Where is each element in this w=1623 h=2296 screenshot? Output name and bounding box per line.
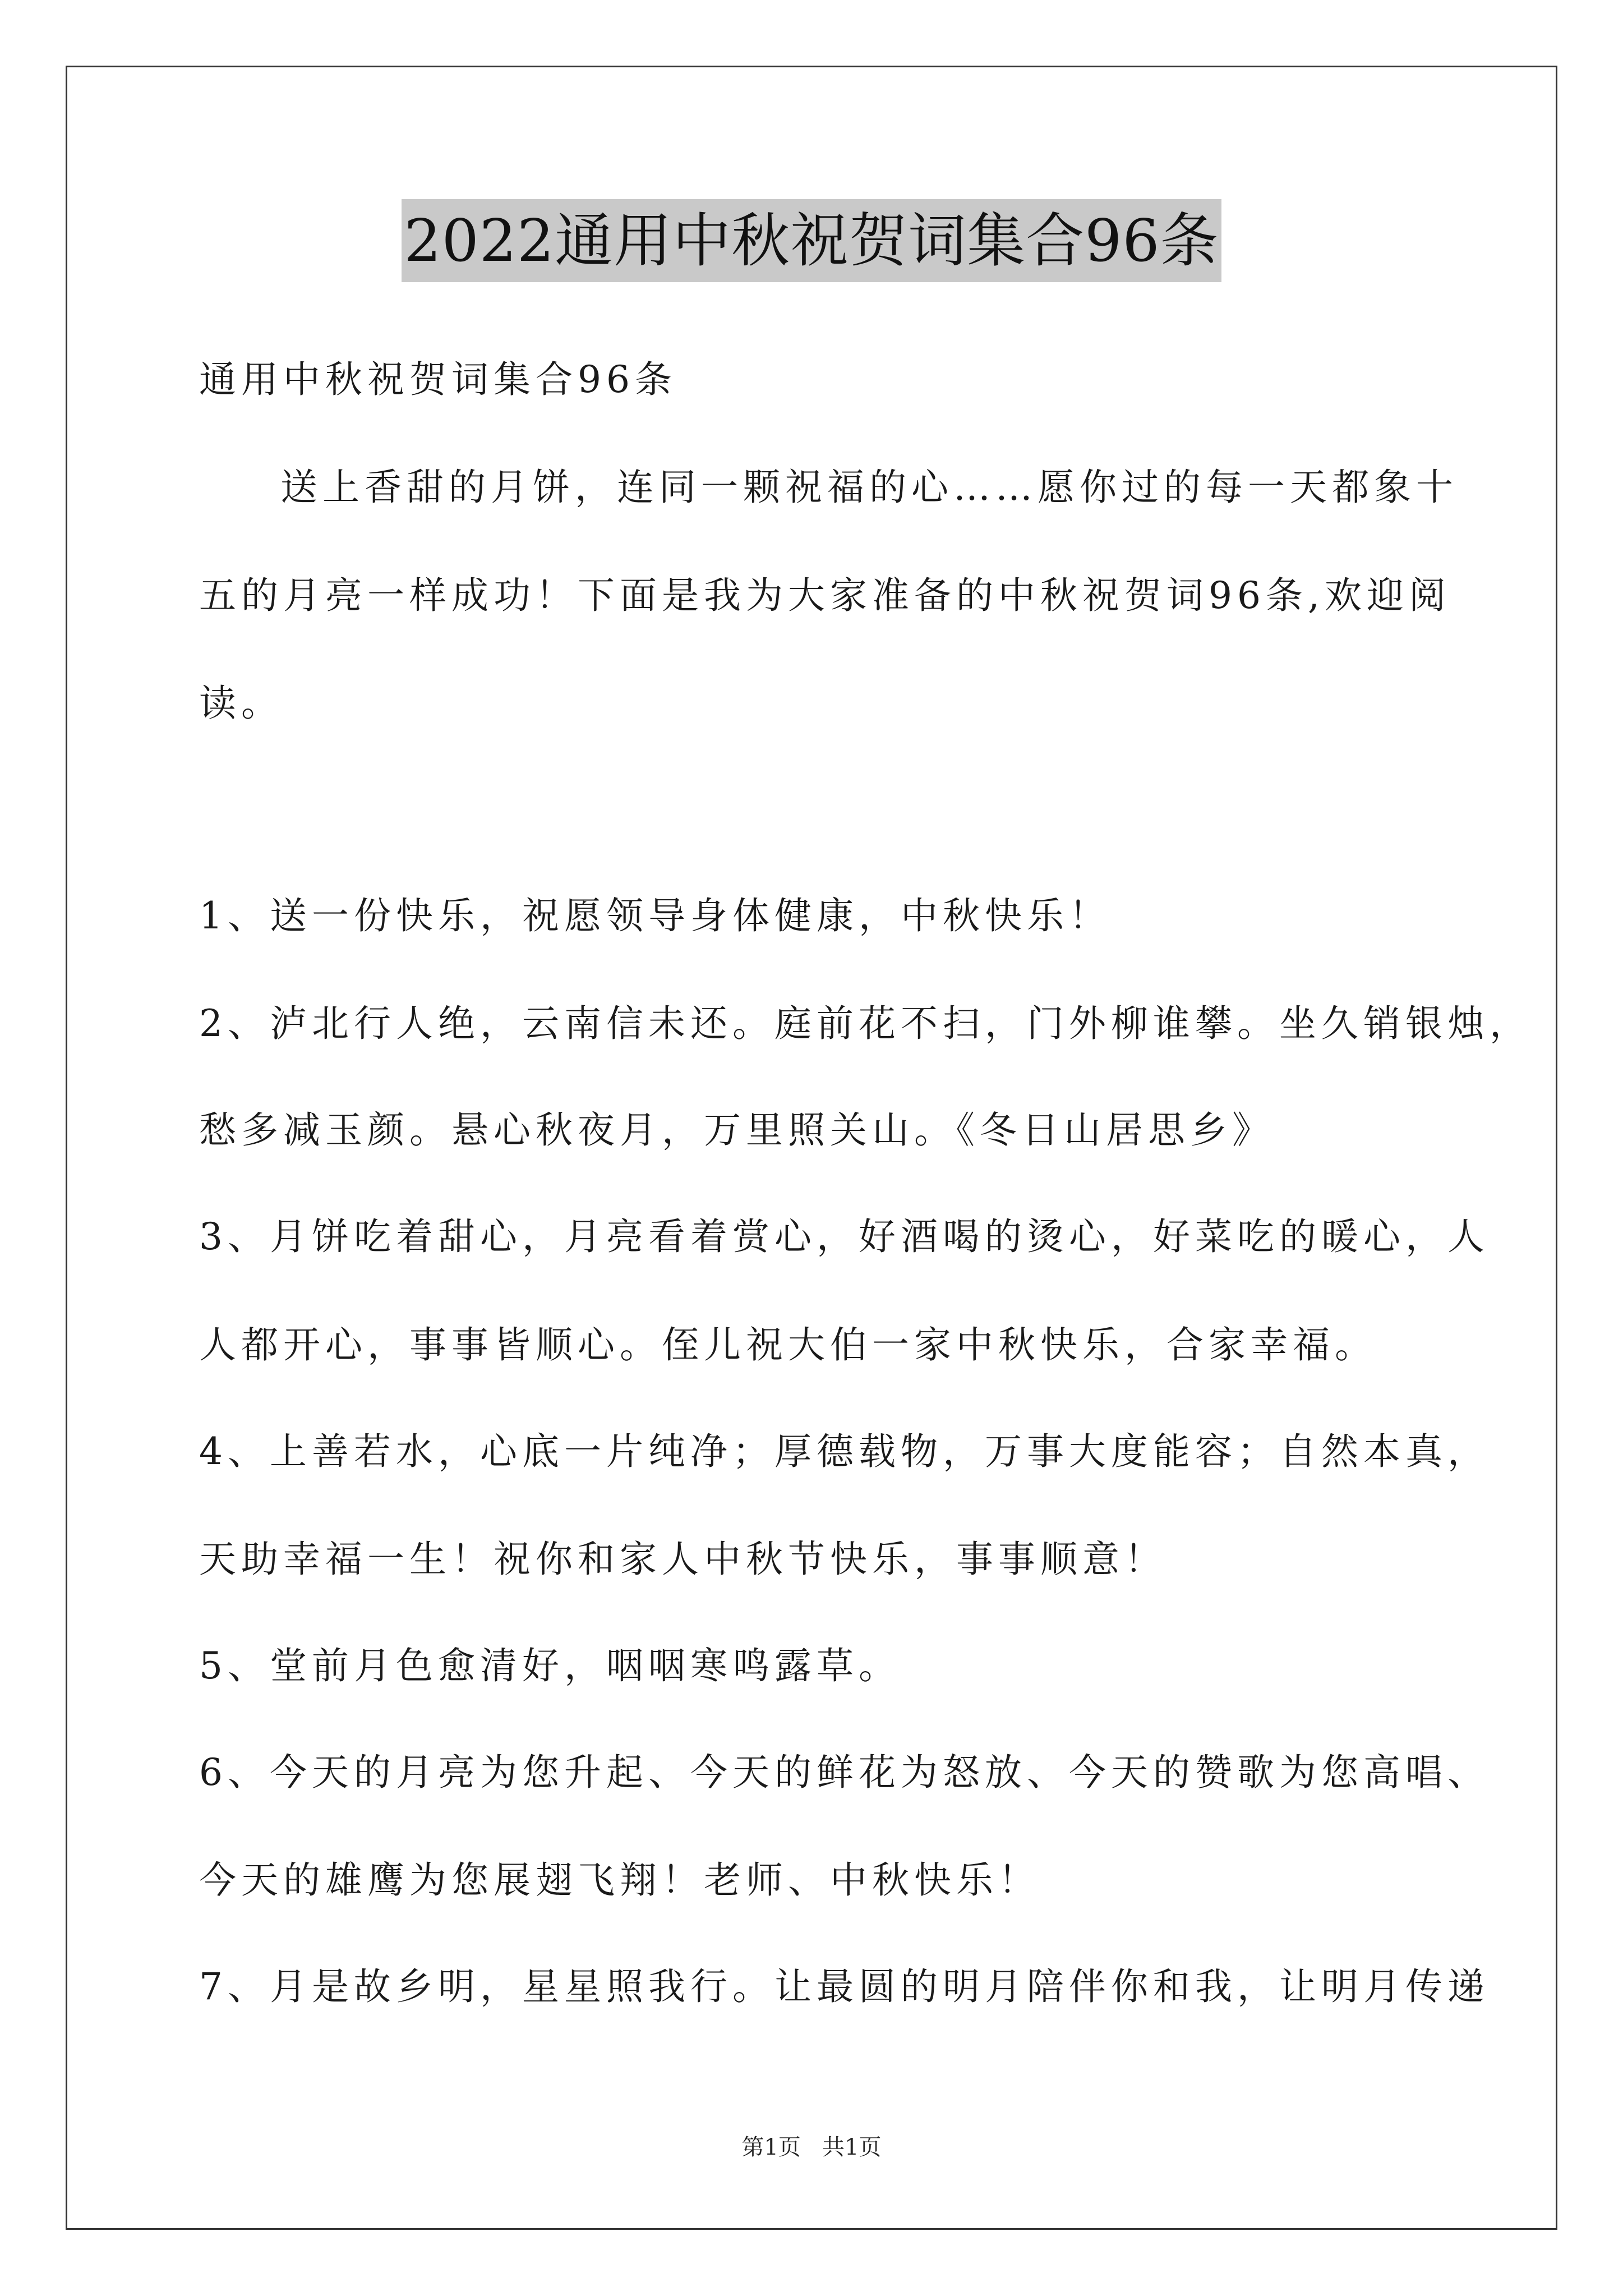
greeting-line: 天助幸福一生！祝你和家人中秋节快乐，事事顺意！	[199, 1538, 1166, 1581]
greeting-line: 3、月饼吃着甜心，月亮看着赏心，好酒喝的烫心，好菜吃的暖心，人	[199, 1215, 1490, 1258]
intro-line: 送上香甜的月饼，连同一颗祝福的心……愿你过的每一天都象十	[280, 466, 1458, 509]
page-footer: 第1页 共1页	[741, 2134, 882, 2160]
greeting-line: 4、上善若水，心底一片纯净；厚德载物，万事大度能容；自然本真，	[199, 1430, 1490, 1473]
intro-line: 读。	[199, 682, 283, 725]
title-container	[0, 199, 1623, 282]
greeting-line: 2、泸北行人绝，云南信未还。庭前花不扫，门外柳谁攀。坐久销银烛，	[199, 1002, 1532, 1045]
intro-line: 五的月亮一样成功！下面是我为大家准备的中秋祝贺词96条,欢迎阅	[199, 574, 1451, 617]
greeting-line: 5、堂前月色愈清好，咽咽寒鸣露草。	[199, 1644, 901, 1687]
subtitle-line: 通用中秋祝贺词集合96条	[199, 358, 677, 401]
document-title: 2022通用中秋祝贺词集合96条	[402, 199, 1221, 282]
greeting-line: 人都开心，事事皆顺心。侄儿祝大伯一家中秋快乐，合家幸福。	[199, 1323, 1377, 1366]
greeting-line: 6、今天的月亮为您升起、今天的鲜花为怒放、今天的赞歌为您高唱、	[199, 1751, 1490, 1794]
greeting-line: 今天的雄鹰为您展翅飞翔！老师、中秋快乐！	[199, 1858, 1040, 1902]
greeting-line: 愁多减玉颜。悬心秋夜月，万里照关山。《冬日山居思乡》	[199, 1108, 1274, 1152]
greeting-line: 1、送一份快乐，祝愿领导身体健康，中秋快乐！	[199, 894, 1111, 937]
greeting-line: 7、月是故乡明，星星照我行。让最圆的明月陪伴你和我，让明月传递	[199, 1965, 1490, 2008]
